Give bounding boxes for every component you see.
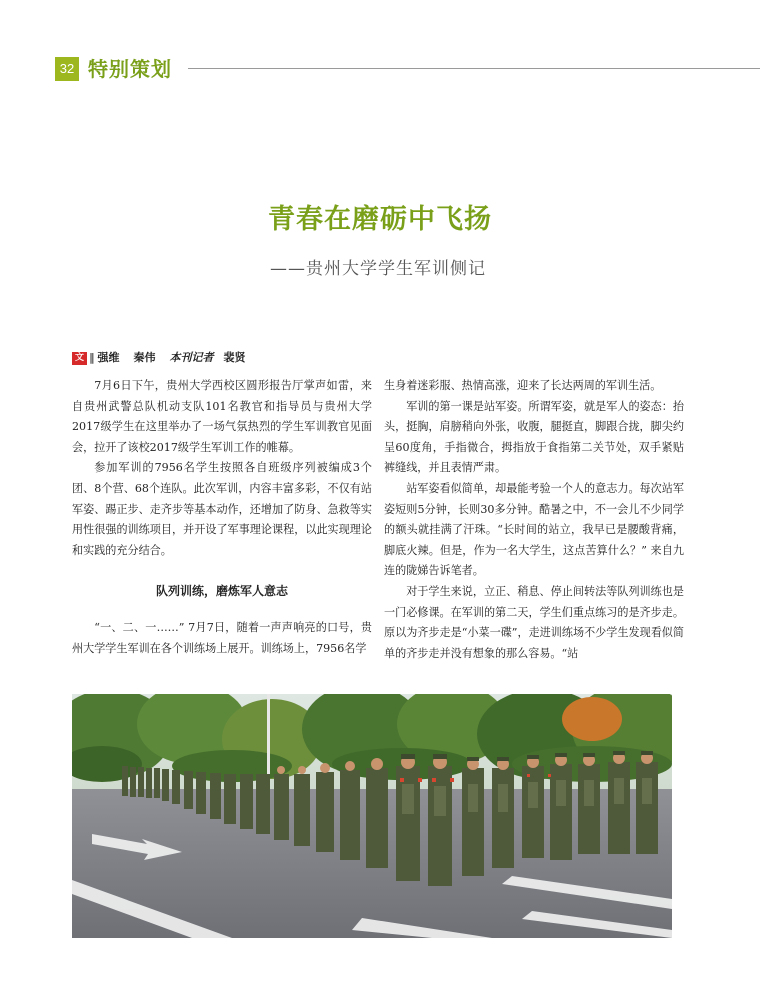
paragraph: “一、二、一……” 7月7日，随着一声声响亮的口号，贵州大学学生军训在各个训练场上展开。训练场上，7956名学	[72, 621, 372, 655]
section-title: 特别策划	[88, 57, 172, 81]
paragraph-continuation: 生身着迷彩服、热情高涨，迎来了长达两周的军训生活。	[384, 379, 662, 392]
paragraph: 站军姿看似简单，却最能考验一个人的意志力。每次站军姿短则5分钟，长则30多分钟。酷暑之中，不一会儿不少同学的额头就挂满了汗珠。“长时间的站立，我早已是腰酸背痛，脚底火辣。但是，作为一名大学生，这点苦算什么？” 来自九连的陇娣告诉笔者。	[384, 481, 684, 578]
header-divider	[188, 68, 760, 69]
author-name: 秦伟	[133, 351, 156, 364]
byline-separator: ‖	[89, 351, 95, 364]
author-name: 强维	[97, 351, 120, 364]
paragraph: 7月6日下午，贵州大学西校区圆形报告厅掌声如雷，来自贵州武警总队机动支队101名教官和指导员与贵州大学2017级学生在这里举办了一场气氛热烈的学生军训教官见面会，拉开了该校2017级学生军训工作的帷幕。	[72, 379, 372, 454]
page-number: 32	[55, 57, 79, 81]
military-training-photo	[72, 694, 672, 938]
article-title: 青春在磨砺中飞扬	[268, 204, 492, 235]
section-subheading: 队列训练，磨炼军人意志	[155, 584, 288, 599]
reporter-role: 本刊记者	[169, 351, 214, 364]
left-column	[72, 376, 372, 660]
reporter-name: 裴贤	[223, 351, 246, 364]
right-column	[384, 376, 684, 664]
paragraph: 军训的第一课是站军姿。所谓军姿，就是军人的姿态：抬头，挺胸，肩膀稍向外张，收腹，腿挺直，脚跟合拢，脚尖约呈60度角，手指微合，拇指放于食指第二关节处，双手紧贴裤缝线，并且表情严肃。	[384, 399, 684, 475]
paragraph: 对于学生来说，立正、稍息、停止间转法等队列训练也是一门必修课。在军训的第二天，学生们重点练习的是齐步走。原以为齐步走是“小菜一碟”，走进训练场不少学生发现看似简单的齐步走并没有想象的那么容易。“站	[384, 584, 684, 660]
byline	[72, 349, 246, 365]
paragraph: 参加军训的7956名学生按照各自班级序列被编成3个团、8个营、68个连队。此次军训，内容丰富多彩，不仅有站军姿、踢正步、走齐步等基本动作，还增加了防身、急救等实用性很强的训练项目，并开设了军事理论课程，以此实现理论和实践的充分结合。	[72, 461, 372, 557]
byline-tag: 文	[72, 352, 87, 365]
article-subtitle: ——贵州大学学生军训侧记	[270, 259, 486, 279]
